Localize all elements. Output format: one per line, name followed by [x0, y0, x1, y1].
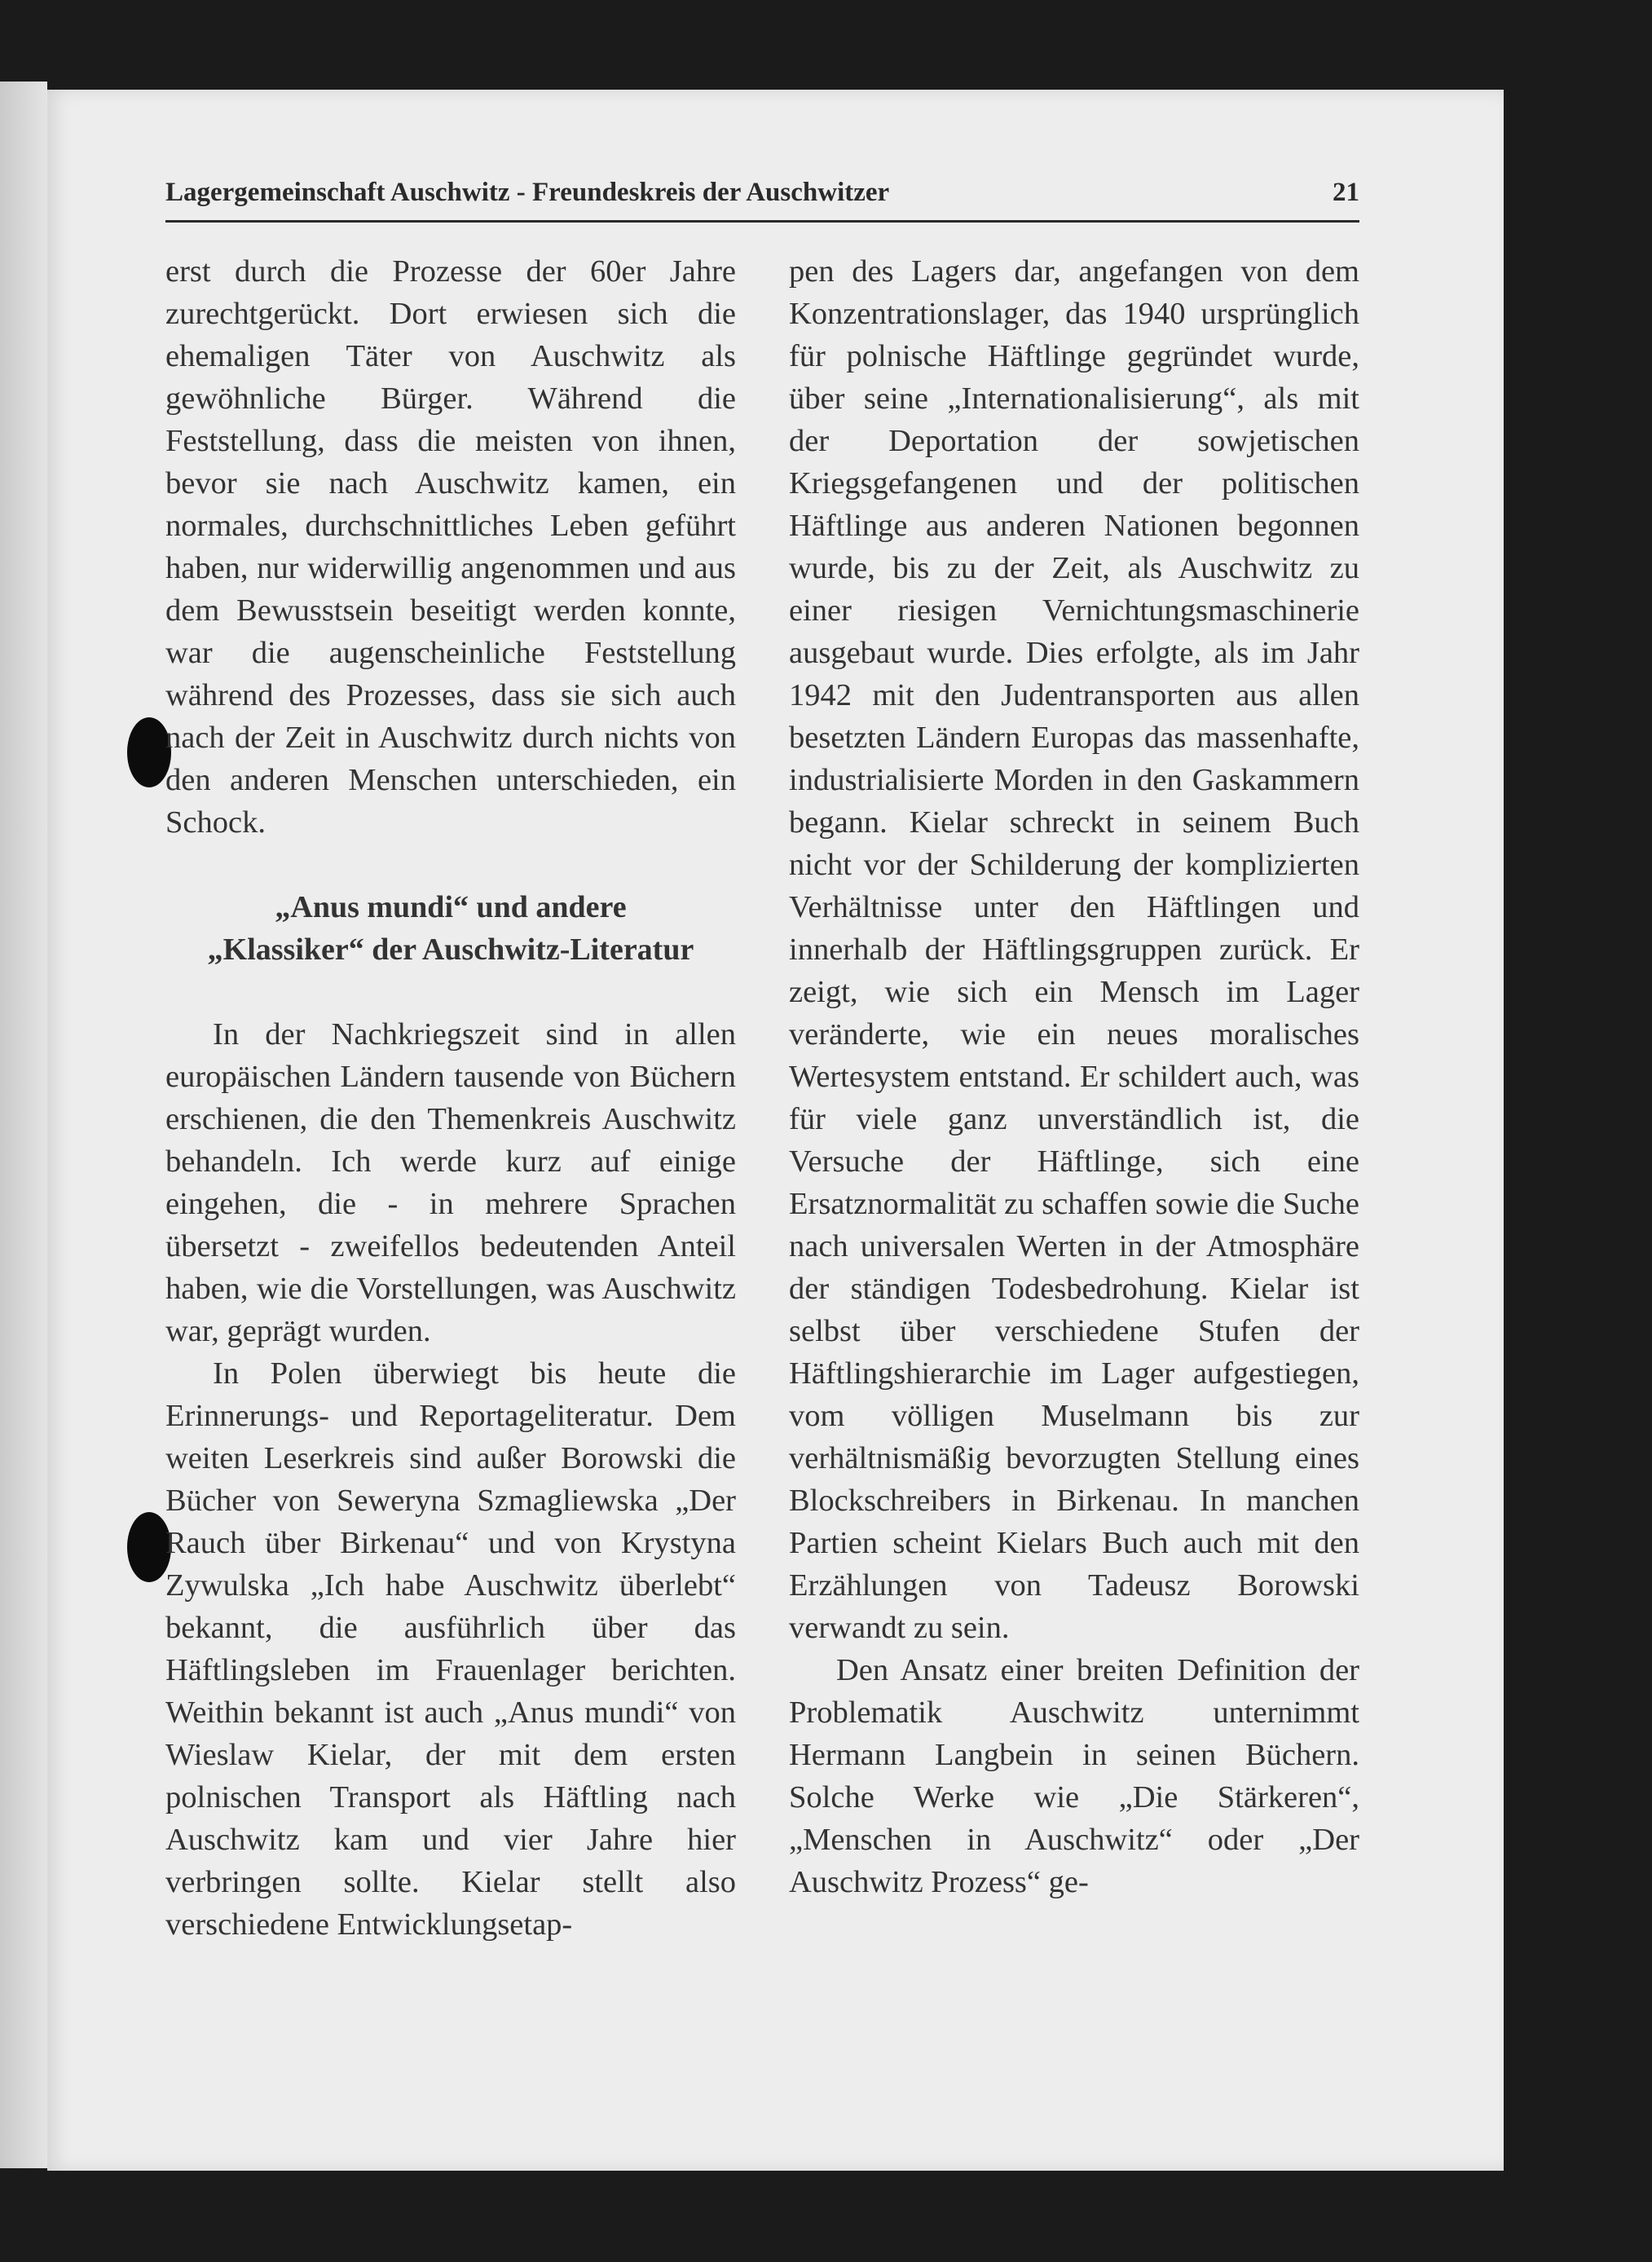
adjacent-page-edge	[0, 82, 47, 2168]
heading-line: „Anus mundi“ und andere	[275, 890, 627, 924]
left-column	[165, 250, 736, 1946]
paragraph: In Polen überwiegt bis heute die Erinnerungs- und Reportageliteratur. Dem weiten Leserkreis sind außer Borowski die Bücher von Seweryna Szmagliewska „Der Rauch über Birkenau“ und von Krystyna Zywulska „Ich habe Auschwitz überlebt“ bekannt, die ausführlich über das Häftlingsleben im Frauenlager berichten. Weithin bekannt ist auch „Anus mundi“ von Wieslaw Kielar, der mit dem ersten polnischen Transport als Häftling nach Auschwitz kam und vier Jahre hier verbringen sollte. Kielar stellt also verschiedene Entwicklungsetap-	[165, 1356, 736, 1942]
section-heading	[165, 886, 736, 971]
heading-line: „Klassiker“ der Auschwitz-Literatur	[207, 933, 694, 967]
paragraph: Den Ansatz einer breiten Definition der Problematik Auschwitz unternimmt Hermann Langbein in seinen Büchern. Solche Werke wie „Die Stärkeren“, „Menschen in Auschwitz“ oder „Der Auschwitz Prozess“ ge-	[789, 1653, 1359, 1899]
page-number: 21	[1333, 178, 1359, 207]
punch-hole	[127, 1512, 171, 1582]
right-column	[789, 250, 1359, 1903]
paragraph: erst durch die Prozesse der 60er Jahre zurechtgerückt. Dort erwiesen sich die ehemaligen Täter von Auschwitz als gewöhnliche Bürger. Während die Feststellung, dass die meisten von ihnen, bevor sie nach Auschwitz kamen, ein normales, durchschnittliches Leben geführt haben, nur widerwillig angenommen und aus dem Bewusstsein beseitigt werden konnte, war die augenscheinliche Feststellung während des Prozesses, dass sie sich auch nach der Zeit in Auschwitz durch nichts von den anderen Menschen unterschieden, ein Schock.	[165, 254, 736, 840]
book-page	[47, 90, 1504, 2171]
running-title: Lagergemeinschaft Auschwitz - Freundeskreis der Auschwitzer	[165, 178, 890, 207]
paragraph: pen des Lagers dar, angefangen von dem Konzentrationslager, das 1940 ursprünglich für polnische Häftlinge gegründet wurde, über seine „Internationalisierung“, als mit der Deportation der sowjetischen Kriegsgefangenen und der politischen Häftlinge aus anderen Nationen begonnen wurde, bis zu der Zeit, als Auschwitz zu einer riesigen Vernichtungsmaschinerie ausgebaut wurde. Dies erfolgte, als im Jahr 1942 mit den Judentransporten aus allen besetzten Ländern Europas das massenhafte, industrialisierte Morden in den Gaskammern begann. Kielar schreckt in seinem Buch nicht vor der Schilderung der komplizierten Verhältnisse unter den Häftlingen und innerhalb der Häftlingsgruppen zurück. Er zeigt, wie sich ein Mensch im Lager veränderte, wie ein neues moralisches Wertesystem entstand. Er schildert auch, was für viele ganz unverständlich ist, die Versuche der Häftlinge, sich eine Ersatznormalität zu schaffen sowie die Suche nach universalen Werten in der Atmosphäre der ständigen Todesbedrohung. Kielar ist selbst über verschiedene Stufen der Häftlingshierarchie im Lager aufgestiegen, vom völligen Muselmann bis zur verhältnismäßig bevorzugten Stellung eines Blockschreibers in Birkenau. In manchen Partien scheint Kielars Buch auch mit den Erzählungen von Tadeusz Borowski verwandt zu sein.	[789, 254, 1359, 1645]
running-header	[165, 171, 1359, 223]
paragraph: In der Nachkriegszeit sind in allen europäischen Ländern tausende von Büchern erschienen, die den Themenkreis Auschwitz behandeln. Ich werde kurz auf einige eingehen, die - in mehrere Sprachen übersetzt - zweifellos bedeutenden Anteil haben, wie die Vorstellungen, was Auschwitz war, geprägt wurden.	[165, 1017, 736, 1348]
punch-hole	[127, 717, 171, 787]
